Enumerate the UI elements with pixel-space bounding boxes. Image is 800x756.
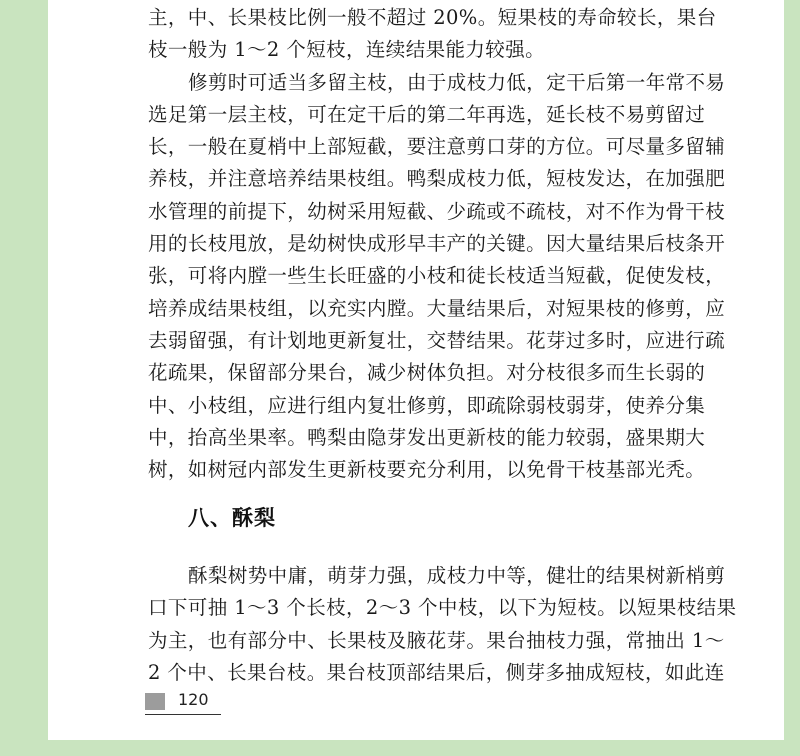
text-line: 枝一般为 1～2 个短枝，连续结果能力较强。 xyxy=(148,38,546,62)
page-marker xyxy=(145,693,165,710)
text-line: 选足第一层主枝，可在定干后的第二年再选，延长枝不易剪留过 xyxy=(148,102,706,126)
text-line: 修剪时可适当多留主枝，由于成枝力低，定干后第一年常不易 xyxy=(188,70,726,94)
page-number: 120 xyxy=(178,690,209,709)
text-line: 为主，也有部分中、长果枝及腋花芽。果台抽枝力强，常抽出 1～ xyxy=(148,628,725,652)
text-line: 培养成结果枝组，以充实内膛。大量结果后，对短果枝的修剪，应 xyxy=(148,296,726,320)
text-line: 花疏果，保留部分果台，减少树体负担。对分枝很多而生长弱的 xyxy=(148,361,706,385)
body-text-top xyxy=(148,2,760,486)
text-line: 水管理的前提下，幼树采用短截、少疏或不疏枝，对不作为骨干枝 xyxy=(148,199,726,223)
text-line: 主，中、长果枝比例一般不超过 20%。短果枝的寿命较长，果台 xyxy=(148,6,717,29)
text-line: 去弱留强，有计划地更新复壮，交替结果。花芽过多时，应进行疏 xyxy=(148,328,726,352)
body-text-bottom xyxy=(148,560,760,689)
text-line: 用的长枝甩放，是幼树快成形早丰产的关键。因大量结果后枝条开 xyxy=(148,232,726,256)
section-heading: 八、酥梨 xyxy=(188,505,276,530)
text-line: 中，抬高坐果率。鸭梨由隐芽发出更新枝的能力较弱，盛果期大 xyxy=(148,425,706,449)
footer-rule xyxy=(145,714,221,715)
text-line: 长，一般在夏梢中上部短截，要注意剪口芽的方位。可尽量多留辅 xyxy=(148,135,726,159)
text-line: 酥梨树势中庸，萌芽力强，成枝力中等，健壮的结果树新梢剪 xyxy=(188,564,726,587)
text-line: 张，可将内膛一些生长旺盛的小枝和徒长枝适当短截，促使发枝， xyxy=(148,264,726,288)
text-line: 口下可抽 1～3 个长枝，2～3 个中枝，以下为短枝。以短果枝结果 xyxy=(148,596,737,620)
text-line: 树，如树冠内部发生更新枝要充分利用，以免骨干枝基部光秃。 xyxy=(148,458,706,482)
text-line: 养枝，并注意培养结果枝组。鸭梨成枝力低，短枝发达，在加强肥 xyxy=(148,167,726,191)
text-line: 2 个中、长果台枝。果台枝顶部结果后，侧芽多抽成短枝，如此连 xyxy=(148,660,725,684)
text-line: 中、小枝组，应进行组内复壮修剪，即疏除弱枝弱芽，使养分集 xyxy=(148,393,706,417)
book-page xyxy=(48,0,784,740)
